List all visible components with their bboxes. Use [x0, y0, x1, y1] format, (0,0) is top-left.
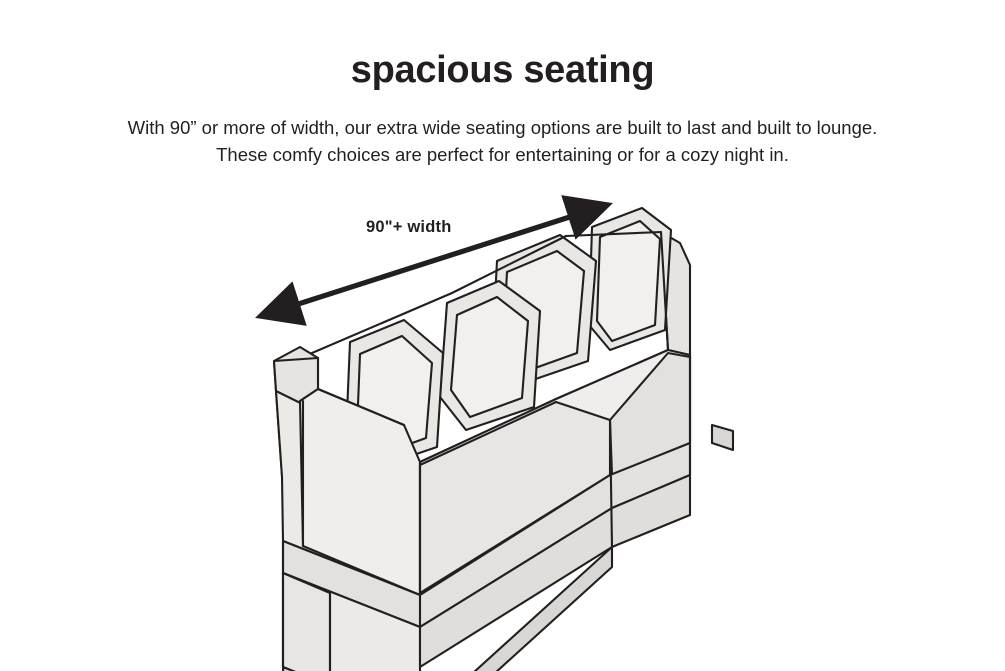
page-title: spacious seating — [350, 49, 655, 91]
description-line-2: These comfy choices are perfect for entertaining or for a cozy night in. — [216, 143, 789, 165]
sofa-body-group — [274, 208, 733, 671]
description-text — [88, 115, 918, 169]
sofa-illustration — [0, 175, 1005, 671]
dimension-label: 90"+ width — [366, 218, 452, 236]
description-line-1: With 90” or more of width, our extra wide seating options are built to last and built to lounge. — [127, 117, 878, 138]
back-pillow-2-inner — [451, 297, 528, 417]
sofa-drawing-svg — [0, 175, 1005, 671]
sofa-foot-back-right — [712, 425, 733, 450]
back-pillow-4-inner — [597, 221, 660, 341]
